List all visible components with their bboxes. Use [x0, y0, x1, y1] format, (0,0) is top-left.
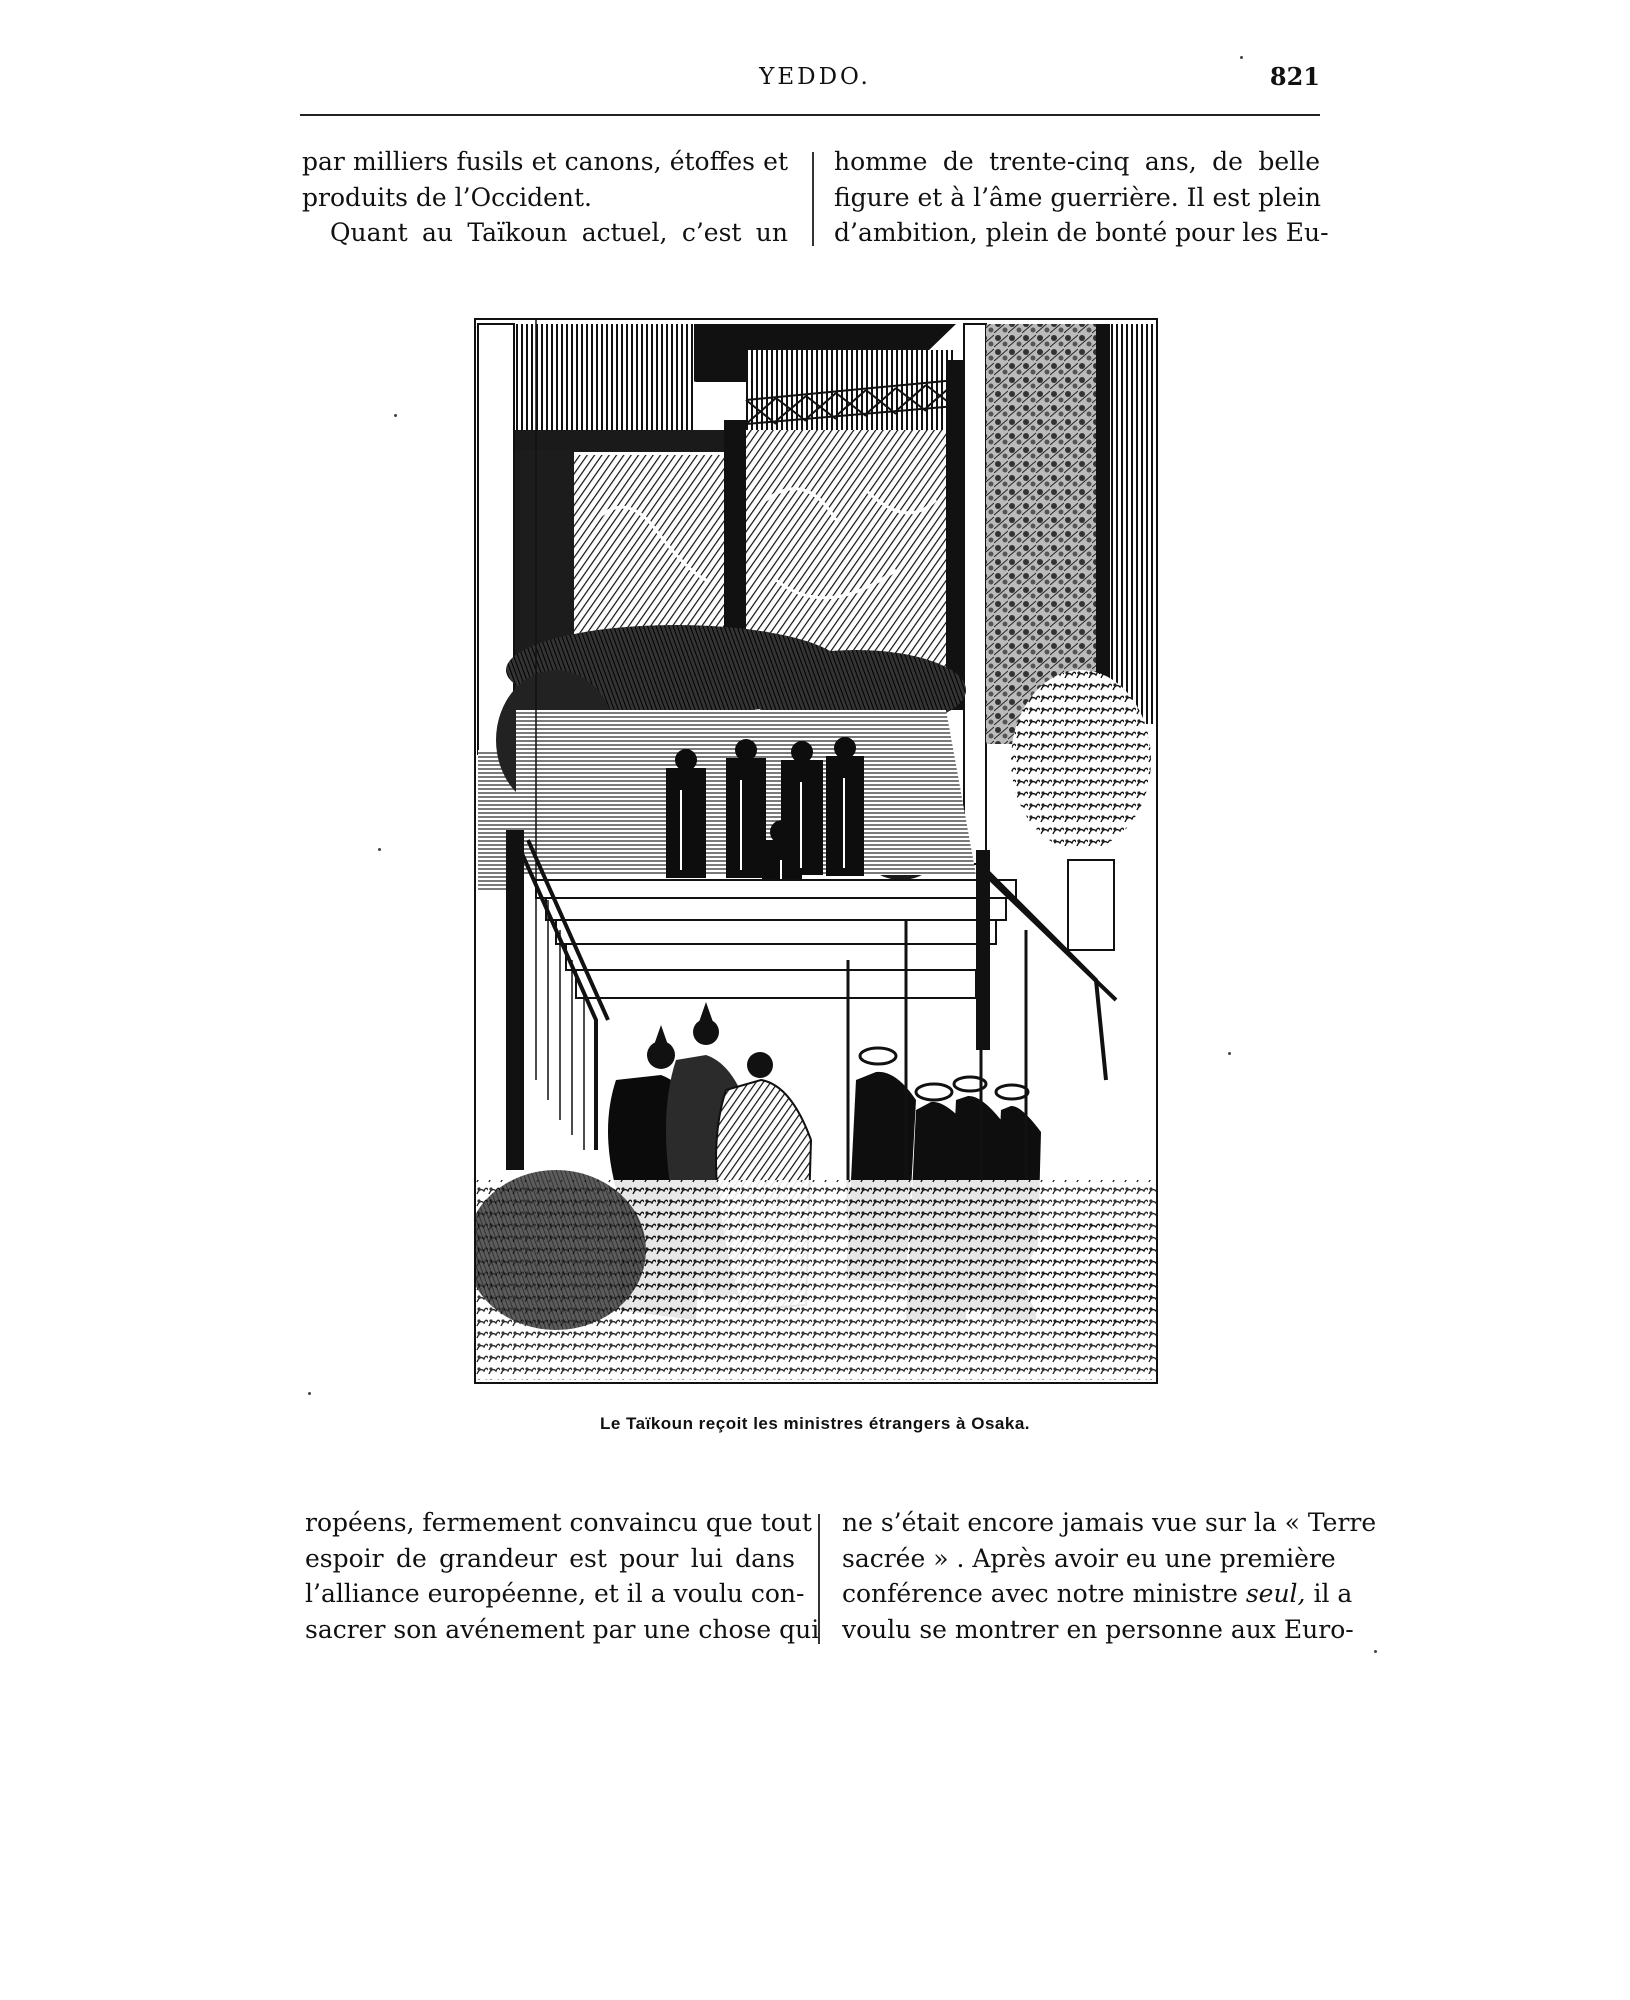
- scan-speck: [378, 848, 381, 851]
- bottom-right-column: [842, 1505, 1377, 1647]
- scan-speck: [1374, 1650, 1377, 1653]
- text-line: par milliers fusils et canons, étoffes et: [302, 147, 788, 176]
- text-run: conférence avec notre ministre: [842, 1579, 1246, 1608]
- text-line: produits de l’Occident.: [302, 182, 593, 212]
- engraving-illustration: [474, 318, 1158, 1384]
- scan-speck: [308, 1392, 311, 1395]
- text-line: figure et à l’âme guerrière. Il est plein: [834, 182, 1321, 212]
- column-rule: [818, 1514, 820, 1644]
- text-line: Quant au Taïkoun actuel, c’est un: [330, 218, 788, 247]
- italic-word: seul,: [1245, 1579, 1306, 1608]
- text-line: l’alliance européenne, et il a voulu con-: [305, 1579, 805, 1608]
- scan-speck: [1240, 56, 1243, 59]
- scan-speck: [1228, 1052, 1231, 1055]
- text-line: [842, 1576, 1353, 1612]
- figure-caption: Le Taïkoun reçoit les ministres étrangers à Osaka.: [599, 1414, 1031, 1433]
- running-head-title: YEDDO.: [759, 64, 871, 90]
- scan-speck: [394, 414, 397, 417]
- text-line: d’ambition, plein de bonté pour les Eu-: [834, 218, 1329, 247]
- page-number: 821: [1269, 62, 1320, 91]
- text-line: ne s’était encore jamais vue sur la « Terre: [842, 1508, 1377, 1537]
- text-line: ropéens, fermement convaincu que tout: [305, 1508, 812, 1537]
- text-line: sacrée » . Après avoir eu une première: [842, 1543, 1336, 1573]
- header-rule: [300, 114, 1320, 116]
- engraving-scene: [476, 320, 1156, 1382]
- text-line: voulu se montrer en personne aux Euro-: [842, 1614, 1354, 1644]
- text-line: espoir de grandeur est pour lui dans: [305, 1543, 795, 1573]
- text-line: sacrer son avénement par une chose qui: [305, 1614, 820, 1644]
- text-run: il a: [1305, 1579, 1353, 1608]
- text-line: homme de trente-cinq ans, de belle: [834, 147, 1320, 176]
- column-rule: [812, 152, 814, 246]
- top-left-column: [302, 144, 788, 251]
- top-right-column: [834, 144, 1329, 251]
- bottom-left-column: [305, 1505, 820, 1647]
